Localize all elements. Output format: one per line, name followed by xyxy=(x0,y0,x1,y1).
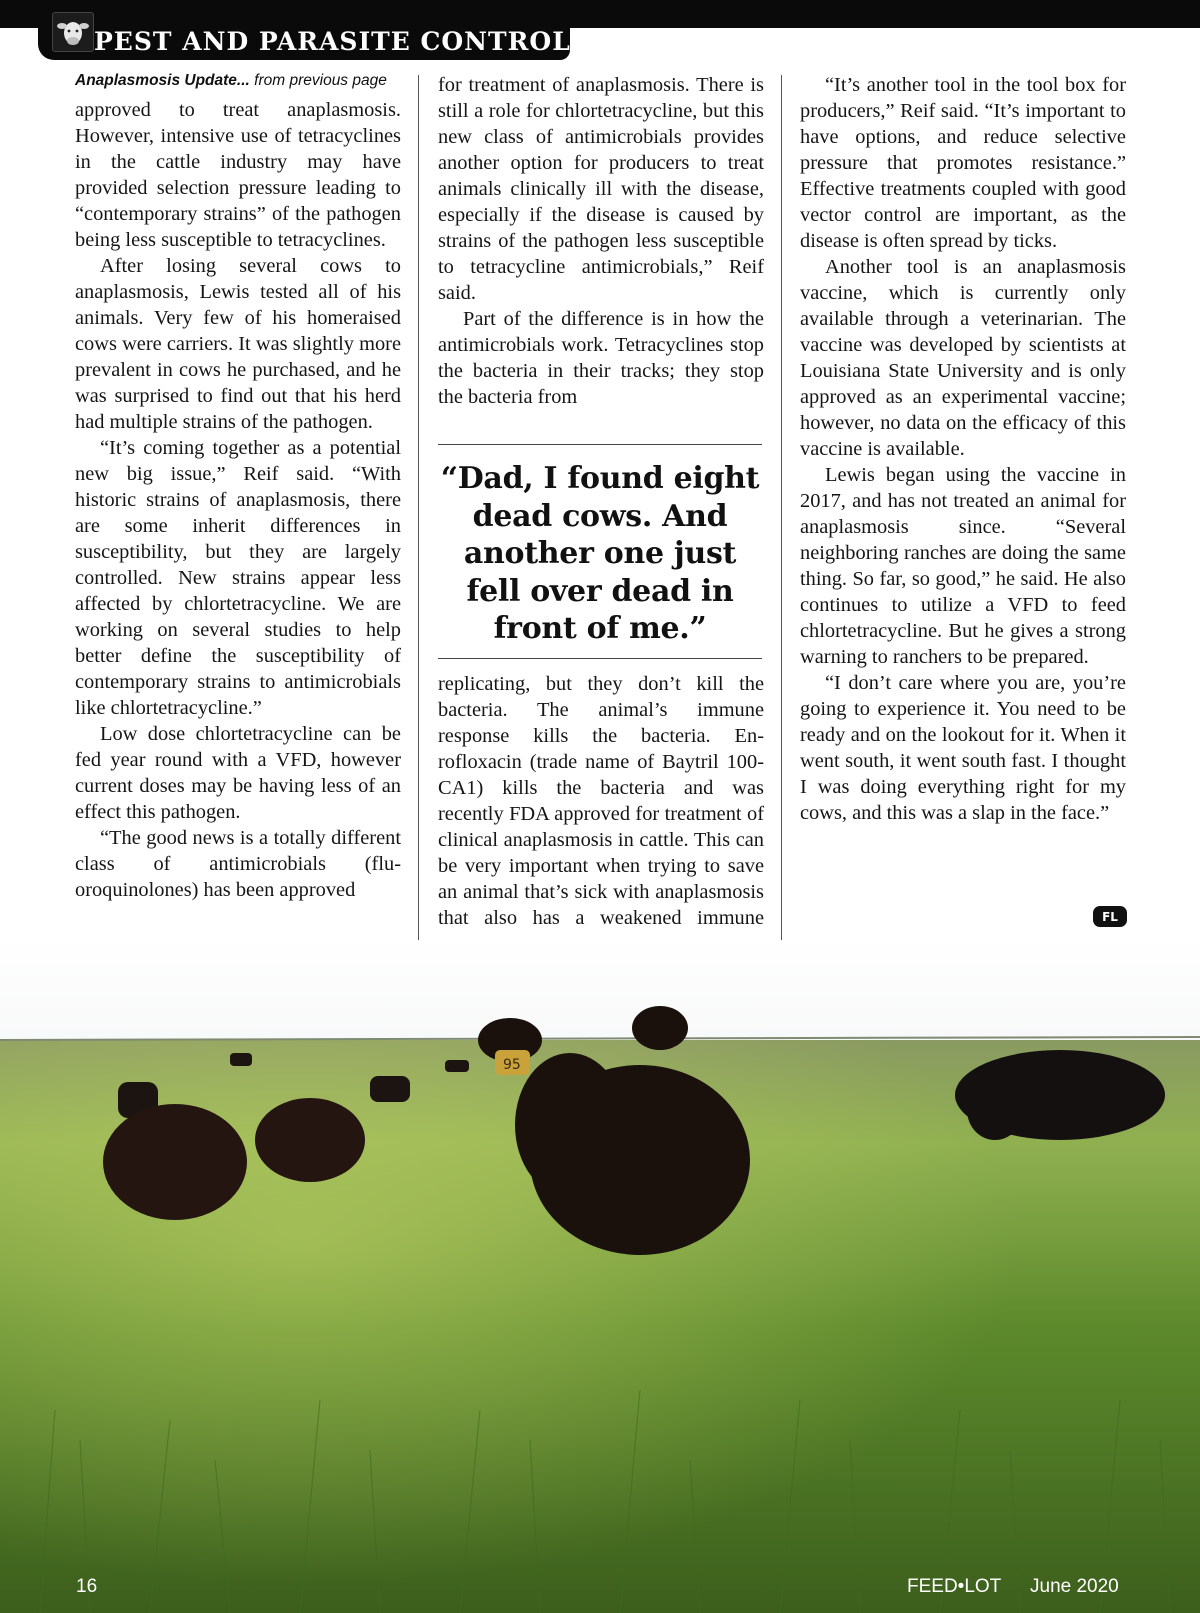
cattle-pasture-photo xyxy=(0,940,1200,1613)
pull-quote: “Dad, I found eight dead cows. And another one just fell over dead in front of me.” xyxy=(440,461,760,646)
column-divider xyxy=(781,75,782,955)
ear-tag-number: 95 xyxy=(503,1057,521,1073)
paragraph: for treatment of anaplasmosis. There is still a role for chlortetracycline, but this new class of antimicrobials provides another option for producers to treat animals clinically ill with the disease, especially if the disease is caused by strains of the pathogen less susceptible to tetracycline antimicrobials,” Reif said. xyxy=(438,74,764,304)
paragraph: “I don’t care where you are, you’re going to experience it. You need to be ready and on the lookout for it. When it went south, it went south fast. I thought I was doing everything right for my cows, and this was a slap in the face.” xyxy=(800,672,1126,824)
paragraph: After losing several cows to anaplasmosis, Lewis tested all of his animals. Very few of his homeraised cows were carriers. It was slightly more prevalent in cows he purchased, and he was surprised to find out that his herd had multiple strains of the pathogen. xyxy=(75,255,401,433)
continued-title: Anaplasmosis Update... xyxy=(75,72,250,89)
paragraph: Lewis began using the vaccine in 2017, and has not treated an animal for anaplasmosis since. “Several neighboring ranches are doing the same thing. So far, so good,” he said. He also continues to utilize a VFD to feed chlortetracycline. But he gives a strong warning to ranchers to be prepared. xyxy=(800,464,1126,668)
article-column-3 xyxy=(800,72,1126,826)
paragraph: Part of the difference is in how the antimicrobials work. Tetracyclines stop the bacteria in their tracks; they stop the bacteria from xyxy=(438,308,764,408)
continued-note: from previous page xyxy=(249,72,387,89)
continued-from-label xyxy=(75,72,387,90)
end-of-article-badge: FL xyxy=(1093,906,1127,927)
pull-quote-rule-top xyxy=(438,444,762,445)
column-divider xyxy=(418,75,419,955)
article-column-2-bottom xyxy=(438,671,764,957)
article-column-2-top xyxy=(438,72,764,410)
footer-date: June 2020 xyxy=(1030,1576,1119,1597)
article-column-1 xyxy=(75,97,401,903)
paragraph: Low dose chlortetracycline can be fed year round with a VFD, however current doses may be having less of an effect this pathogen. xyxy=(75,723,401,823)
footer-brand: FEED•LOT xyxy=(907,1576,1002,1597)
cow-head-icon xyxy=(52,12,94,52)
paragraph: “The good news is a totally different class of antimicrobials (fluoroquinolones) has been approved xyxy=(75,827,401,901)
section-header xyxy=(38,20,570,60)
paragraph: replicating, but they don’t kill the bacteria. The animal’s immune response kills the bacteria. Enrofloxacin (trade name of Baytril 100-CA1) kills the bacteria and was recently FDA approved for treatment of clinical anaplasmosis in cattle. This can be very important when trying to save an animal that’s sick with anaplasmosis that also has a weakened immune xyxy=(438,673,764,929)
page-number: 16 xyxy=(76,1576,98,1597)
pull-quote-rule-bottom xyxy=(438,658,762,659)
paragraph: Another tool is an anaplasmosis vaccine, which is currently only available through a veterinarian. The vaccine was developed by scientists at Louisiana State University and is only approved as an experimental vaccine; however, no data on the efficacy of this vaccine is available. xyxy=(800,256,1126,460)
paragraph: approved to treat anaplasmosis. However, intensive use of tetracyclines in the cattle industry may have provided selection pressure leading to “contemporary strains” of the pathogen being less susceptible to tetracyclines. xyxy=(75,99,401,251)
section-title: PEST AND PARASITE CONTROL xyxy=(94,27,571,56)
paragraph: “It’s coming together as a potential new big issue,” Reif said. “With historic strains of anaplasmosis, there are some inherit differences in susceptibility, but they are largely controlled. New strains appear less affected by chlortetracycline. We are working on several studies to help better define the susceptibility of contemporary strains to antimicrobials like chlortetracycline.” xyxy=(75,437,401,719)
paragraph: “It’s another tool in the tool box for producers,” Reif said. “It’s important to have options, and reduce selective pressure that promotes resistance.” Effective treatments coupled with good vector control are important, as the disease is often spread by ticks. xyxy=(800,74,1126,252)
